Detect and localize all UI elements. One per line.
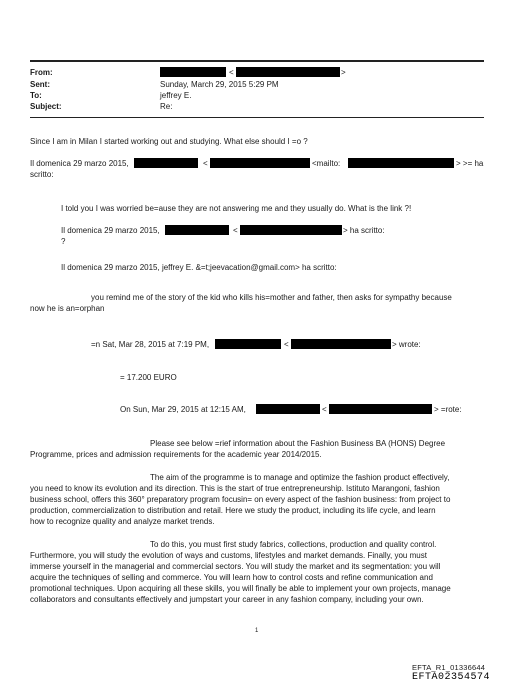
bates-number-small: EFTA_R1_01336644 [412,663,486,672]
redaction-sun-name [256,404,320,414]
sent-value: Sunday, March 29, 2015 5:29 PM [160,80,279,89]
para1-line-b: Programme, prices and admission requirements for the academic year 2014/2015. [30,450,322,459]
subject-value: Re: [160,102,173,111]
para3-line-d: acquire the techniques of selling and commerce. You will learn how to control costs and refine communication and [30,573,433,582]
to-label: To: [30,91,42,100]
redaction-quote1-mailto [348,158,454,168]
from-open-bracket: < [229,68,234,77]
redaction-from-name [160,67,226,77]
subject-label: Subject: [30,102,62,111]
from-label: From: [30,68,53,77]
quote2-question: ? [61,237,66,246]
redaction-sat-email [291,339,391,349]
quote1-scritto: scritto: [30,170,54,179]
quote2-prefix: Il domenica 29 marzo 2015, [61,226,160,235]
redaction-sun-email [329,404,432,414]
redaction-quote2-email [240,225,342,235]
sun-wrote-prefix: On Sun, Mar 29, 2015 at 12:15 AM, [120,405,246,414]
para3-line-b: Furthermore, you will study the evolution of ways and customs, lifestyles and market demands. Finally, you must [30,551,427,560]
to-value: jeffrey E. [160,91,192,100]
para3-line-c: immerse yourself in the managerial and commercial sectors. You will study the market and its segmentation: you will [30,562,441,571]
page-number: 1 [255,628,259,634]
redaction-quote2-name [165,225,229,235]
sun-wrote-suffix: > =rote: [434,405,462,414]
para3-line-a: To do this, you must first study fabrics, collections, production and quality control. [150,540,437,549]
sat-wrote-prefix: =n Sat, Mar 28, 2015 at 7:19 PM, [91,340,210,349]
redaction-from-email [236,67,340,77]
remind-line-2: now he is an=orphan [30,304,105,313]
para3-line-e: promotional techniques. Upon acquiring all these skills, you will finally be able to implement your own projects, manage [30,584,451,593]
quote1-mailto: <mailto: [312,159,341,168]
quote1-suffix: > >= ha [456,159,484,168]
from-close-bracket: > [341,68,346,77]
redaction-quote1-email [210,158,310,168]
body-line-milan: Since I am in Milan I started working out and studying. What else should I =o ? [30,137,308,146]
quote2-suffix: > ha scritto: [343,226,385,235]
header-top-rule [30,60,484,62]
sent-label: Sent: [30,80,50,89]
quote2-open-bracket: < [233,226,238,235]
euro-amount: = 17.200 EURO [120,373,177,382]
body-line-worried: I told you I was worried be=ause they are not answering me and they usually do. What is the link ?! [61,204,412,213]
redaction-quote1-name [134,158,198,168]
quote1-prefix: Il domenica 29 marzo 2015, [30,159,129,168]
sat-open-bracket: < [284,340,289,349]
redaction-sat-name [215,339,281,349]
para2-line-c: business school, offers this 360° preparatory program focusin= on every aspect of the fashion business: from project to [30,495,451,504]
para1-line-a: Please see below =rief information about the Fashion Business BA (HONS) Degree [150,439,446,448]
remind-line-1: you remind me of the story of the kid who kills his=mother and father, then asks for sympathy because [91,293,452,302]
quote3-line: Il domenica 29 marzo 2015, jeffrey E. &=t;jeevacation@gmail.com> ha scritto: [61,263,337,272]
sat-wrote-suffix: > wrote: [392,340,421,349]
quote1-open-bracket: < [203,159,208,168]
sun-open-bracket: < [322,405,327,414]
bates-number-large: EFTA02354574 [412,672,491,683]
para3-line-f: collaborators and consultants effectively and jumpstart your career in any fashion company, including your own. [30,595,424,604]
para2-line-a: The aim of the programme is to manage and optimize the fashion product effectively, [150,473,450,482]
para2-line-e: how to recognize quality and analyze market trends. [30,517,215,526]
para2-line-b: you need to know its evolution and its direction. This is the start of true entrepreneurship. Istituto Marangoni, fashion [30,484,440,493]
para2-line-d: production, commercialization to distribution and retail. Here we study the product, including its life cycle, and learn [30,506,436,515]
header-bottom-rule [30,117,484,118]
